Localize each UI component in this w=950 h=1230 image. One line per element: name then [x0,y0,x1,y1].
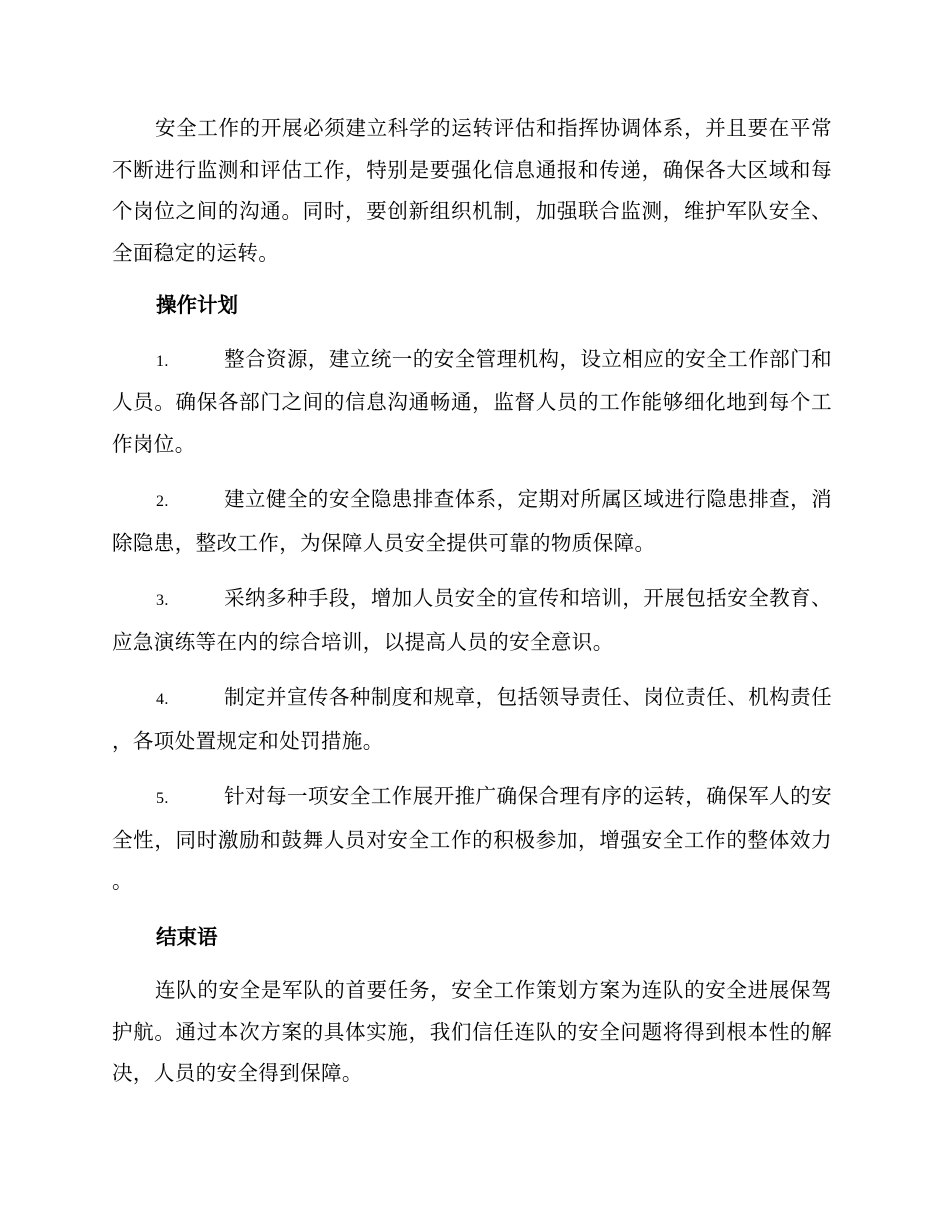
plan-item-5 [112,776,832,903]
plan-item-3 [112,578,832,663]
plan-heading: 操作计划 [156,293,238,317]
conclusion-paragraph: 连队的安全是军队的首要任务，安全工作策划方案为连队的安全进展保驾护航。通过本次方案的具体实施，我们信任连队的安全问题将得到根本性的解决，人员的安全得到保障。 [112,978,832,1085]
plan-item-text: 整合资源，建立统一的安全管理机构，设立相应的安全工作部门和人员。确保各部门之间的信息沟通畅通，监督人员的工作能够细化地到每个工作岗位。 [112,346,832,456]
document-page [112,108,832,1095]
plan-item-number: 1. [156,352,169,370]
plan-item-number: 4. [156,691,169,708]
plan-item-1 [112,339,832,466]
plan-item-2 [112,479,832,564]
plan-item-text: 制定并宣传各种制度和规章，包括领导责任、岗位责任、机构责任，各项处置规定和处罚措施。 [112,685,832,753]
plan-item-text: 采纳多种手段，增加人员安全的宣传和培训，开展包括安全教育、应急演练等在内的综合培训，以提高人员的安全意识。 [112,586,832,654]
plan-item-number: 2. [156,493,169,510]
plan-item-number: 3. [156,592,169,609]
plan-item-4 [112,677,832,762]
intro-paragraph: 安全工作的开展必须建立科学的运转评估和指挥协调体系，并且要在平常不断进行监测和评估工作，特别是要强化信息通报和传递，确保各大区域和每个岗位之间的沟通。同时，要创新组织机制，加强联合监测，维护军队安全、全面稳定的运转。 [112,116,832,265]
plan-item-number: 5. [156,790,169,807]
plan-item-text: 针对每一项安全工作展开推广确保合理有序的运转，确保军人的安全性，同时激励和鼓舞人员对安全工作的积极参加，增强安全工作的整体效力。 [112,784,832,893]
plan-item-text: 建立健全的安全隐患排查体系，定期对所属区域进行隐患排查，消除隐患，整改工作，为保障人员安全提供可靠的物质保障。 [112,487,832,555]
conclusion-heading: 结束语 [156,924,218,949]
